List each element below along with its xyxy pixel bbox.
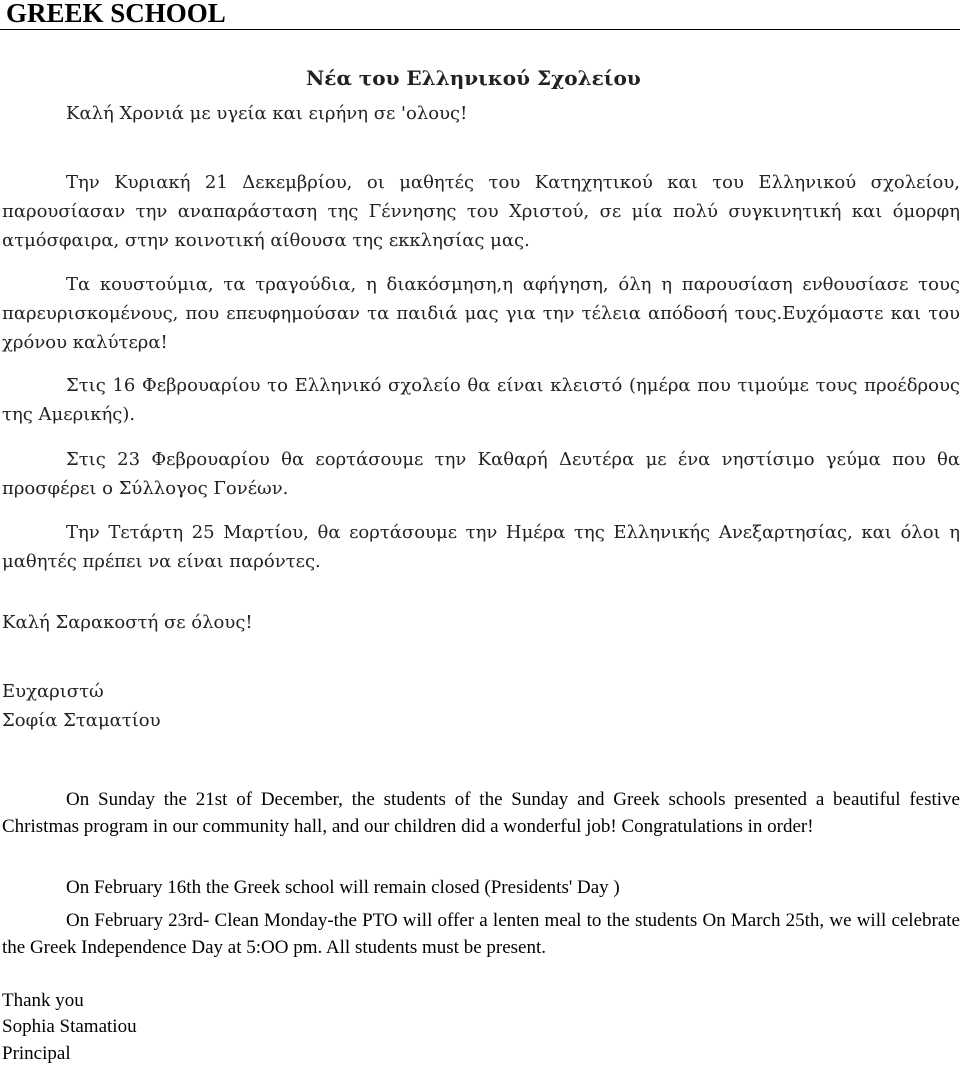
school-heading: GREEK SCHOOL: [6, 0, 226, 28]
greek-thanks: Ευχαριστώ: [2, 681, 104, 702]
heading-divider: [0, 29, 960, 30]
greek-signature: Σοφία Σταματίου: [2, 710, 161, 731]
english-closing: Thank you: [2, 990, 84, 1011]
greek-paragraph-christmas: Την Κυριακή 21 Δεκεμβρίου, οι μαθητές του Κατηχητικού και του Ελληνικού σχολείου, παρουσίασαν την αναπαράσταση της Γέννησης του Χριστού, σε μία πολύ συγκινητική και όμορφη ατμόσφαιρα, στην κοινοτική αίθουσα της εκκλησίας μας.: [2, 172, 960, 251]
greek-paragraph-performance: Τα κουστούμια, τα τραγούδια, η διακόσμηση,η αφήγηση, όλη η παρουσίαση ενθουσίασε τους παρευρισκομένους, που επευφημούσαν τα παιδιά μας για την τέλεια απόδοσή τους.Ευχόμαστε και του χρόνου καλύτερα!: [2, 274, 960, 353]
english-signature-title: Principal: [2, 1043, 71, 1064]
greek-lent-wish: Καλή Σαρακοστή σε όλους!: [2, 612, 253, 633]
greek-paragraph-clean-monday: Στις 23 Φεβρουαρίου θα εορτάσουμε την Καθαρή Δευτέρα με ένα νηστίσιμο γεύμα που θα προσφέρει ο Σύλλογος Γονέων.: [2, 449, 960, 499]
greek-paragraph-presidents-day: Στις 16 Φεβρουαρίου το Ελληνικό σχολείο θα είναι κλειστό (ημέρα που τιμούμε τους προέδρους της Αμερικής).: [2, 375, 960, 425]
greek-greeting: Καλή Χρονιά με υγεία και ειρήνη σε 'ολους!: [66, 103, 468, 124]
english-paragraph-clean-monday: On February 23rd- Clean Monday-the PTO will offer a lenten meal to the students On March 25th, we will celebrate the Greek Independence Day at 5:OO pm. All students must be present.: [2, 910, 960, 958]
english-paragraph-christmas: On Sunday the 21st of December, the students of the Sunday and Greek schools presented a beautiful festive Christmas program in our community hall, and our children did a wonderful job! Congratulations in order!: [2, 789, 960, 837]
greek-paragraph-independence-day: Την Τετάρτη 25 Μαρτίου, θα εορτάσουμε την Ημέρα της Ελληνικής Ανεξαρτησίας, και όλοι η μαθητές πρέπει να είναι παρόντες.: [2, 522, 960, 572]
greek-news-title: Νέα του Ελληνικού Σχολείου: [306, 66, 641, 90]
english-signature-name: Sophia Stamatiou: [2, 1016, 137, 1037]
english-paragraph-presidents-day: On February 16th the Greek school will remain closed (Presidents' Day ): [66, 877, 620, 898]
